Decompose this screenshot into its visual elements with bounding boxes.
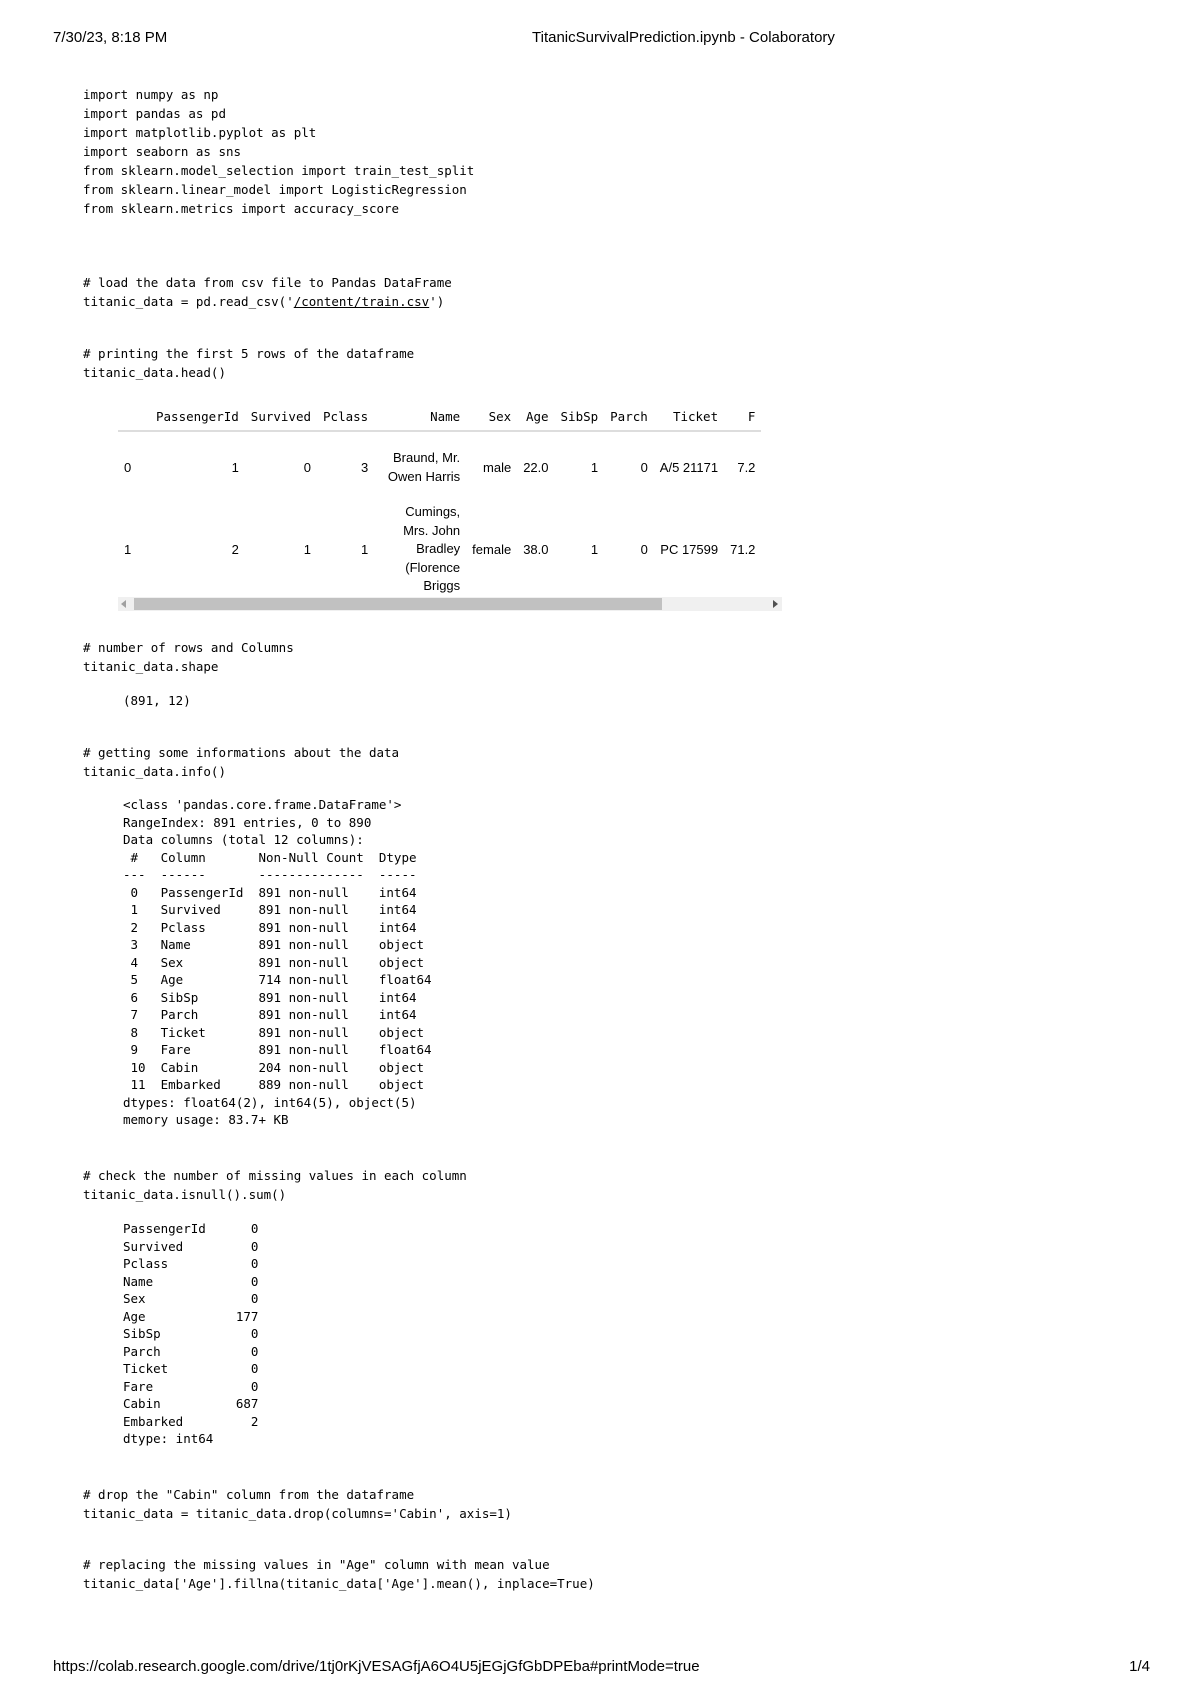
column-header — [118, 402, 150, 431]
row-index: 1 — [124, 541, 132, 557]
scrollbar-thumb[interactable] — [134, 598, 662, 610]
table-cell: 3 — [360, 460, 369, 475]
table-cell: 1 — [590, 460, 599, 475]
table-cell: 0 — [640, 460, 648, 475]
table-cell: female — [472, 541, 512, 557]
isnull-output: PassengerId 0 Survived 0 Pclass 0 Name 0 Sex 0 Age 177 SibSp 0 Parch 0 Ticket 0 Fare 0 Cabin 687 Embarked 2 dtype: int64 — [123, 1221, 259, 1446]
table-cell: 1 — [590, 541, 599, 557]
dataframe-output[interactable] — [118, 402, 782, 614]
info-output: <class 'pandas.core.frame.DataFrame'> RangeIndex: 891 entries, 0 to 890 Data columns (total 12 columns): # Column Non-Null Count Dtype --- ------ -------------- ----- 0 PassengerId 891 non-null int64 1 Survived 891 non-null int64 2 Pclass 891 non-null int64 3 Name 891 non-null object 4 Sex 891 non-null object 5 Age 714 non-null float64 6 SibSp 891 non-null int64 7 Parch 891 non-null int64 8 Ticket 891 non-null object 9 Fare 891 non-null float64 10 Cabin 204 non-null object 11 Embarked 889 non-null object dtypes: float64(2), int64(5), object(5) memory usage: 83.7+ KB — [123, 797, 432, 1127]
shape-code-cell[interactable]: # number of rows and Columns titanic_data.shape — [83, 640, 294, 674]
page-url: https://colab.research.google.com/drive/1tj0rKjVESAGfjA6O4U5jEGjGfGbDPEba#printMode=true — [53, 1658, 700, 1675]
scroll-right-arrow-icon[interactable] — [773, 600, 778, 608]
column-header: Name — [374, 402, 466, 431]
table-cell: 2 — [231, 541, 239, 557]
row-index: 0 — [124, 460, 132, 475]
load-code-post: ') — [429, 294, 445, 309]
isnull-code-cell[interactable]: # check the number of missing values in each column titanic_data.isnull().sum() — [83, 1168, 467, 1202]
info-code-cell[interactable]: # getting some informations about the data titanic_data.info() — [83, 745, 400, 779]
horizontal-scrollbar[interactable] — [118, 597, 782, 611]
table-row — [118, 503, 761, 596]
table-cell: male — [483, 460, 512, 475]
shape-output: (891, 12) — [123, 693, 191, 708]
column-header: PassengerId — [150, 402, 245, 431]
column-header: F — [724, 402, 761, 431]
fillna-age-code-cell[interactable]: # replacing the missing values in "Age" column with mean value titanic_data['Age'].fillna(titanic_data['Age'].mean(), inplace=True) — [83, 1557, 595, 1591]
column-header: SibSp — [555, 402, 605, 431]
imports-code-cell[interactable]: import numpy as np import pandas as pd import matplotlib.pyplot as plt import seaborn as sns from sklearn.model_selection import train_test_split from sklearn.linear_model import LogisticRegression from sklearn.metrics import accuracy_score — [83, 87, 475, 216]
dataframe-header-row — [118, 402, 761, 431]
scroll-left-arrow-icon[interactable] — [121, 600, 126, 608]
table-cell: 0 — [303, 460, 312, 475]
page-title: TitanicSurvivalPrediction.ipynb - Colaboratory — [532, 29, 835, 46]
table-cell: 22.0 — [523, 460, 549, 475]
head-code-cell[interactable]: # printing the first 5 rows of the dataframe titanic_data.head() — [83, 346, 415, 380]
table-cell: 71.2 — [730, 541, 756, 557]
column-header: Ticket — [654, 402, 724, 431]
column-header: Survived — [245, 402, 317, 431]
column-header: Pclass — [317, 402, 374, 431]
table-cell: Cumings, Mrs. John Bradley (Florence Briggs — [403, 504, 461, 593]
table-cell: 1 — [231, 460, 239, 475]
table-cell: Braund, Mr. Owen Harris — [387, 450, 461, 484]
load-data-code-cell[interactable] — [83, 273, 452, 311]
column-header: Parch — [604, 402, 654, 431]
table-row — [118, 431, 761, 503]
dataframe-table — [118, 402, 761, 596]
print-date: 7/30/23, 8:18 PM — [53, 29, 168, 46]
csv-path-link[interactable]: /content/train.csv — [293, 294, 430, 309]
load-code-pre: titanic_data = pd.read_csv(' — [83, 294, 294, 309]
table-cell: 7.2 — [737, 460, 756, 475]
load-comment: # load the data from csv file to Pandas DataFrame — [83, 275, 452, 290]
table-cell: 1 — [360, 541, 369, 557]
column-header: Sex — [466, 402, 517, 431]
drop-cabin-code-cell[interactable]: # drop the "Cabin" column from the dataframe titanic_data = titanic_data.drop(columns='Cabin', axis=1) — [83, 1487, 512, 1521]
column-header: Age — [517, 402, 554, 431]
table-cell: PC 17599 — [660, 541, 719, 557]
table-cell: 0 — [640, 541, 648, 557]
table-cell: 1 — [303, 541, 312, 557]
page-number: 1/4 — [1129, 1658, 1150, 1675]
table-cell: A/5 21171 — [659, 460, 719, 475]
table-cell: 38.0 — [523, 541, 549, 557]
